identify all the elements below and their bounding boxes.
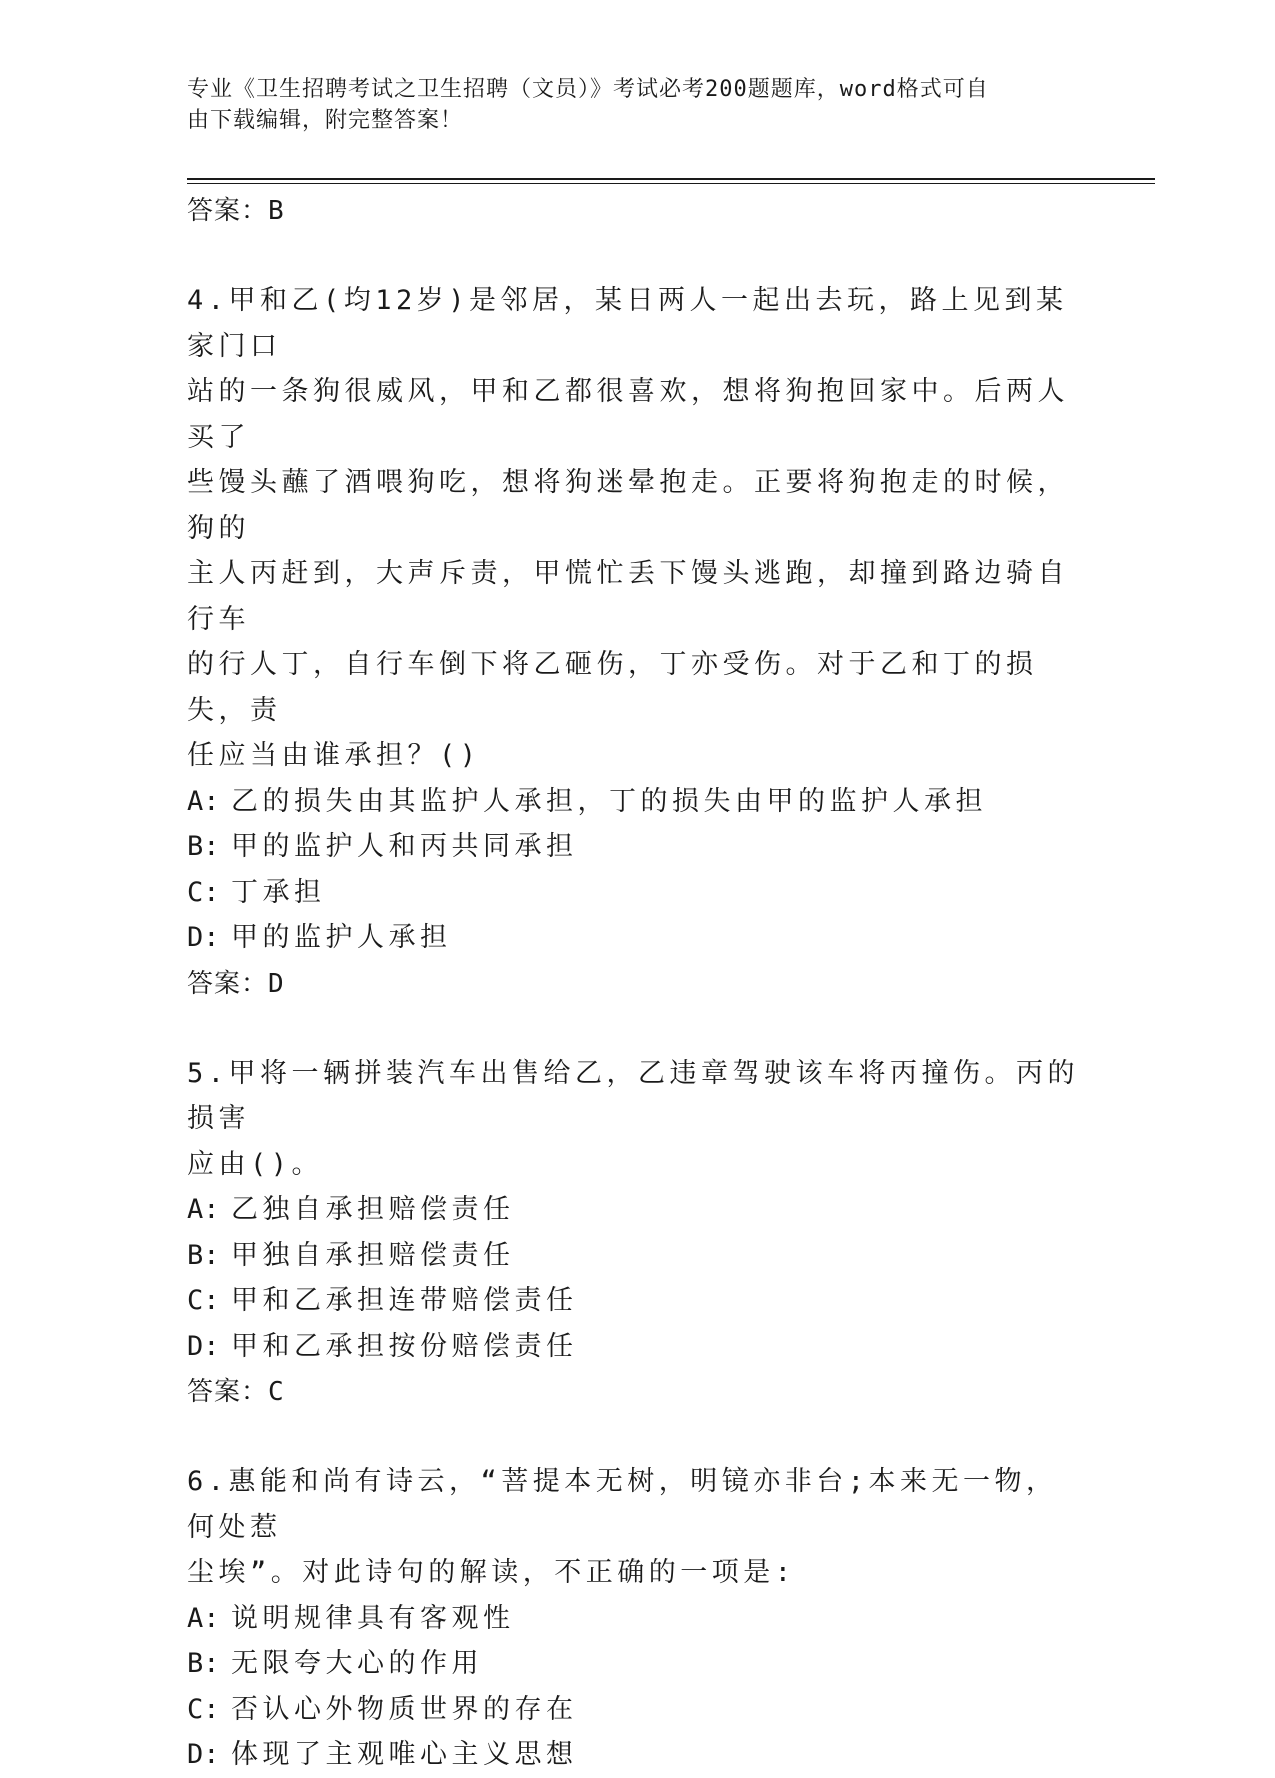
question-block [187, 278, 1087, 1007]
question-line: 任应当由谁承担？() [187, 740, 481, 771]
option-c [187, 870, 1087, 916]
option-text: 甲和乙承担连带赔偿责任 [231, 1285, 578, 1316]
option-letter: B: [187, 1648, 220, 1679]
option-text: 甲的监护人承担 [231, 922, 452, 953]
option-letter: B: [187, 1239, 220, 1271]
question-text [187, 1459, 1087, 1596]
option-letter: C: [187, 1285, 220, 1316]
option-d [187, 1324, 1087, 1370]
spacer [187, 1415, 1087, 1459]
header-line: 专业《卫生招聘考试之卫生招聘（文员）》考试必考200题题库，word格式可自 [187, 77, 989, 102]
spacer [187, 1007, 1087, 1051]
option-text: 乙独自承担赔偿责任 [231, 1194, 515, 1225]
option-text: 否认心外物质世界的存在 [231, 1693, 578, 1725]
option-a [187, 1187, 1087, 1233]
question-line: 5.甲将一辆拼装汽车出售给乙，乙违章驾驶该车将丙撞伤。丙的损害 [187, 1057, 1080, 1134]
answer-line: 答案：B [187, 196, 285, 226]
header-line: 由下载编辑，附完整答案！ [187, 108, 464, 133]
option-b [187, 1641, 1087, 1687]
question-line: 6.惠能和尚有诗云，“菩提本无树，明镜亦非台;本来无一物，何处惹 [187, 1466, 1058, 1543]
option-c [187, 1687, 1087, 1733]
option-d [187, 915, 1087, 961]
document-body [187, 188, 1087, 1778]
option-letter: C: [187, 876, 220, 908]
option-letter: A: [187, 785, 220, 817]
option-letter: C: [187, 1693, 220, 1725]
option-letter: D: [187, 1330, 220, 1362]
question-block [187, 1459, 1087, 1778]
option-text: 甲独自承担赔偿责任 [231, 1239, 515, 1271]
option-a [187, 1596, 1087, 1642]
header-divider-thin [187, 183, 1155, 184]
option-c [187, 1278, 1087, 1324]
question-block [187, 1051, 1087, 1416]
option-text: 体现了主观唯心主义思想 [231, 1739, 578, 1770]
question-text [187, 1051, 1087, 1188]
question-text [187, 278, 1087, 779]
question-line: 些馒头蘸了酒喂狗吃，想将狗迷晕抱走。正要将狗抱走的时候，狗的 [187, 467, 1069, 544]
option-text: 甲的监护人和丙共同承担 [231, 831, 578, 862]
answer-line: 答案：C [187, 1377, 285, 1407]
option-text: 乙的损失由其监护人承担，丁的损失由甲的监护人承担 [231, 785, 987, 817]
option-text: 说明规律具有客观性 [231, 1602, 515, 1634]
option-letter: B: [187, 831, 220, 862]
option-letter: D: [187, 1739, 220, 1770]
question-line: 的行人丁，自行车倒下将乙砸伤，丁亦受伤。对于乙和丁的损失，责 [187, 649, 1038, 726]
question-line: 应由()。 [187, 1148, 324, 1180]
option-b [187, 1233, 1087, 1279]
option-d [187, 1732, 1087, 1778]
option-letter: D: [187, 922, 220, 953]
option-letter: A: [187, 1602, 220, 1634]
document-header [187, 74, 1067, 136]
option-text: 丁承担 [231, 876, 326, 908]
option-b [187, 824, 1087, 870]
question-line: 尘埃”。对此诗句的解读，不正确的一项是: [187, 1557, 796, 1588]
question-line: 站的一条狗很威风，甲和乙都很喜欢，想将狗抱回家中。后两人买了 [187, 376, 1069, 453]
option-text: 甲和乙承担按份赔偿责任 [231, 1330, 578, 1362]
question-line: 4.甲和乙(均12岁)是邻居，某日两人一起出去玩，路上见到某家门口 [187, 285, 1068, 362]
answer-line: 答案：D [187, 968, 285, 999]
option-text: 无限夸大心的作用 [231, 1648, 483, 1679]
question-line: 主人丙赶到，大声斥责，甲慌忙丢下馒头逃跑，却撞到路边骑自行车 [187, 558, 1069, 635]
spacer [187, 234, 1087, 278]
option-a [187, 779, 1087, 825]
header-divider [187, 178, 1155, 180]
option-letter: A: [187, 1194, 220, 1225]
